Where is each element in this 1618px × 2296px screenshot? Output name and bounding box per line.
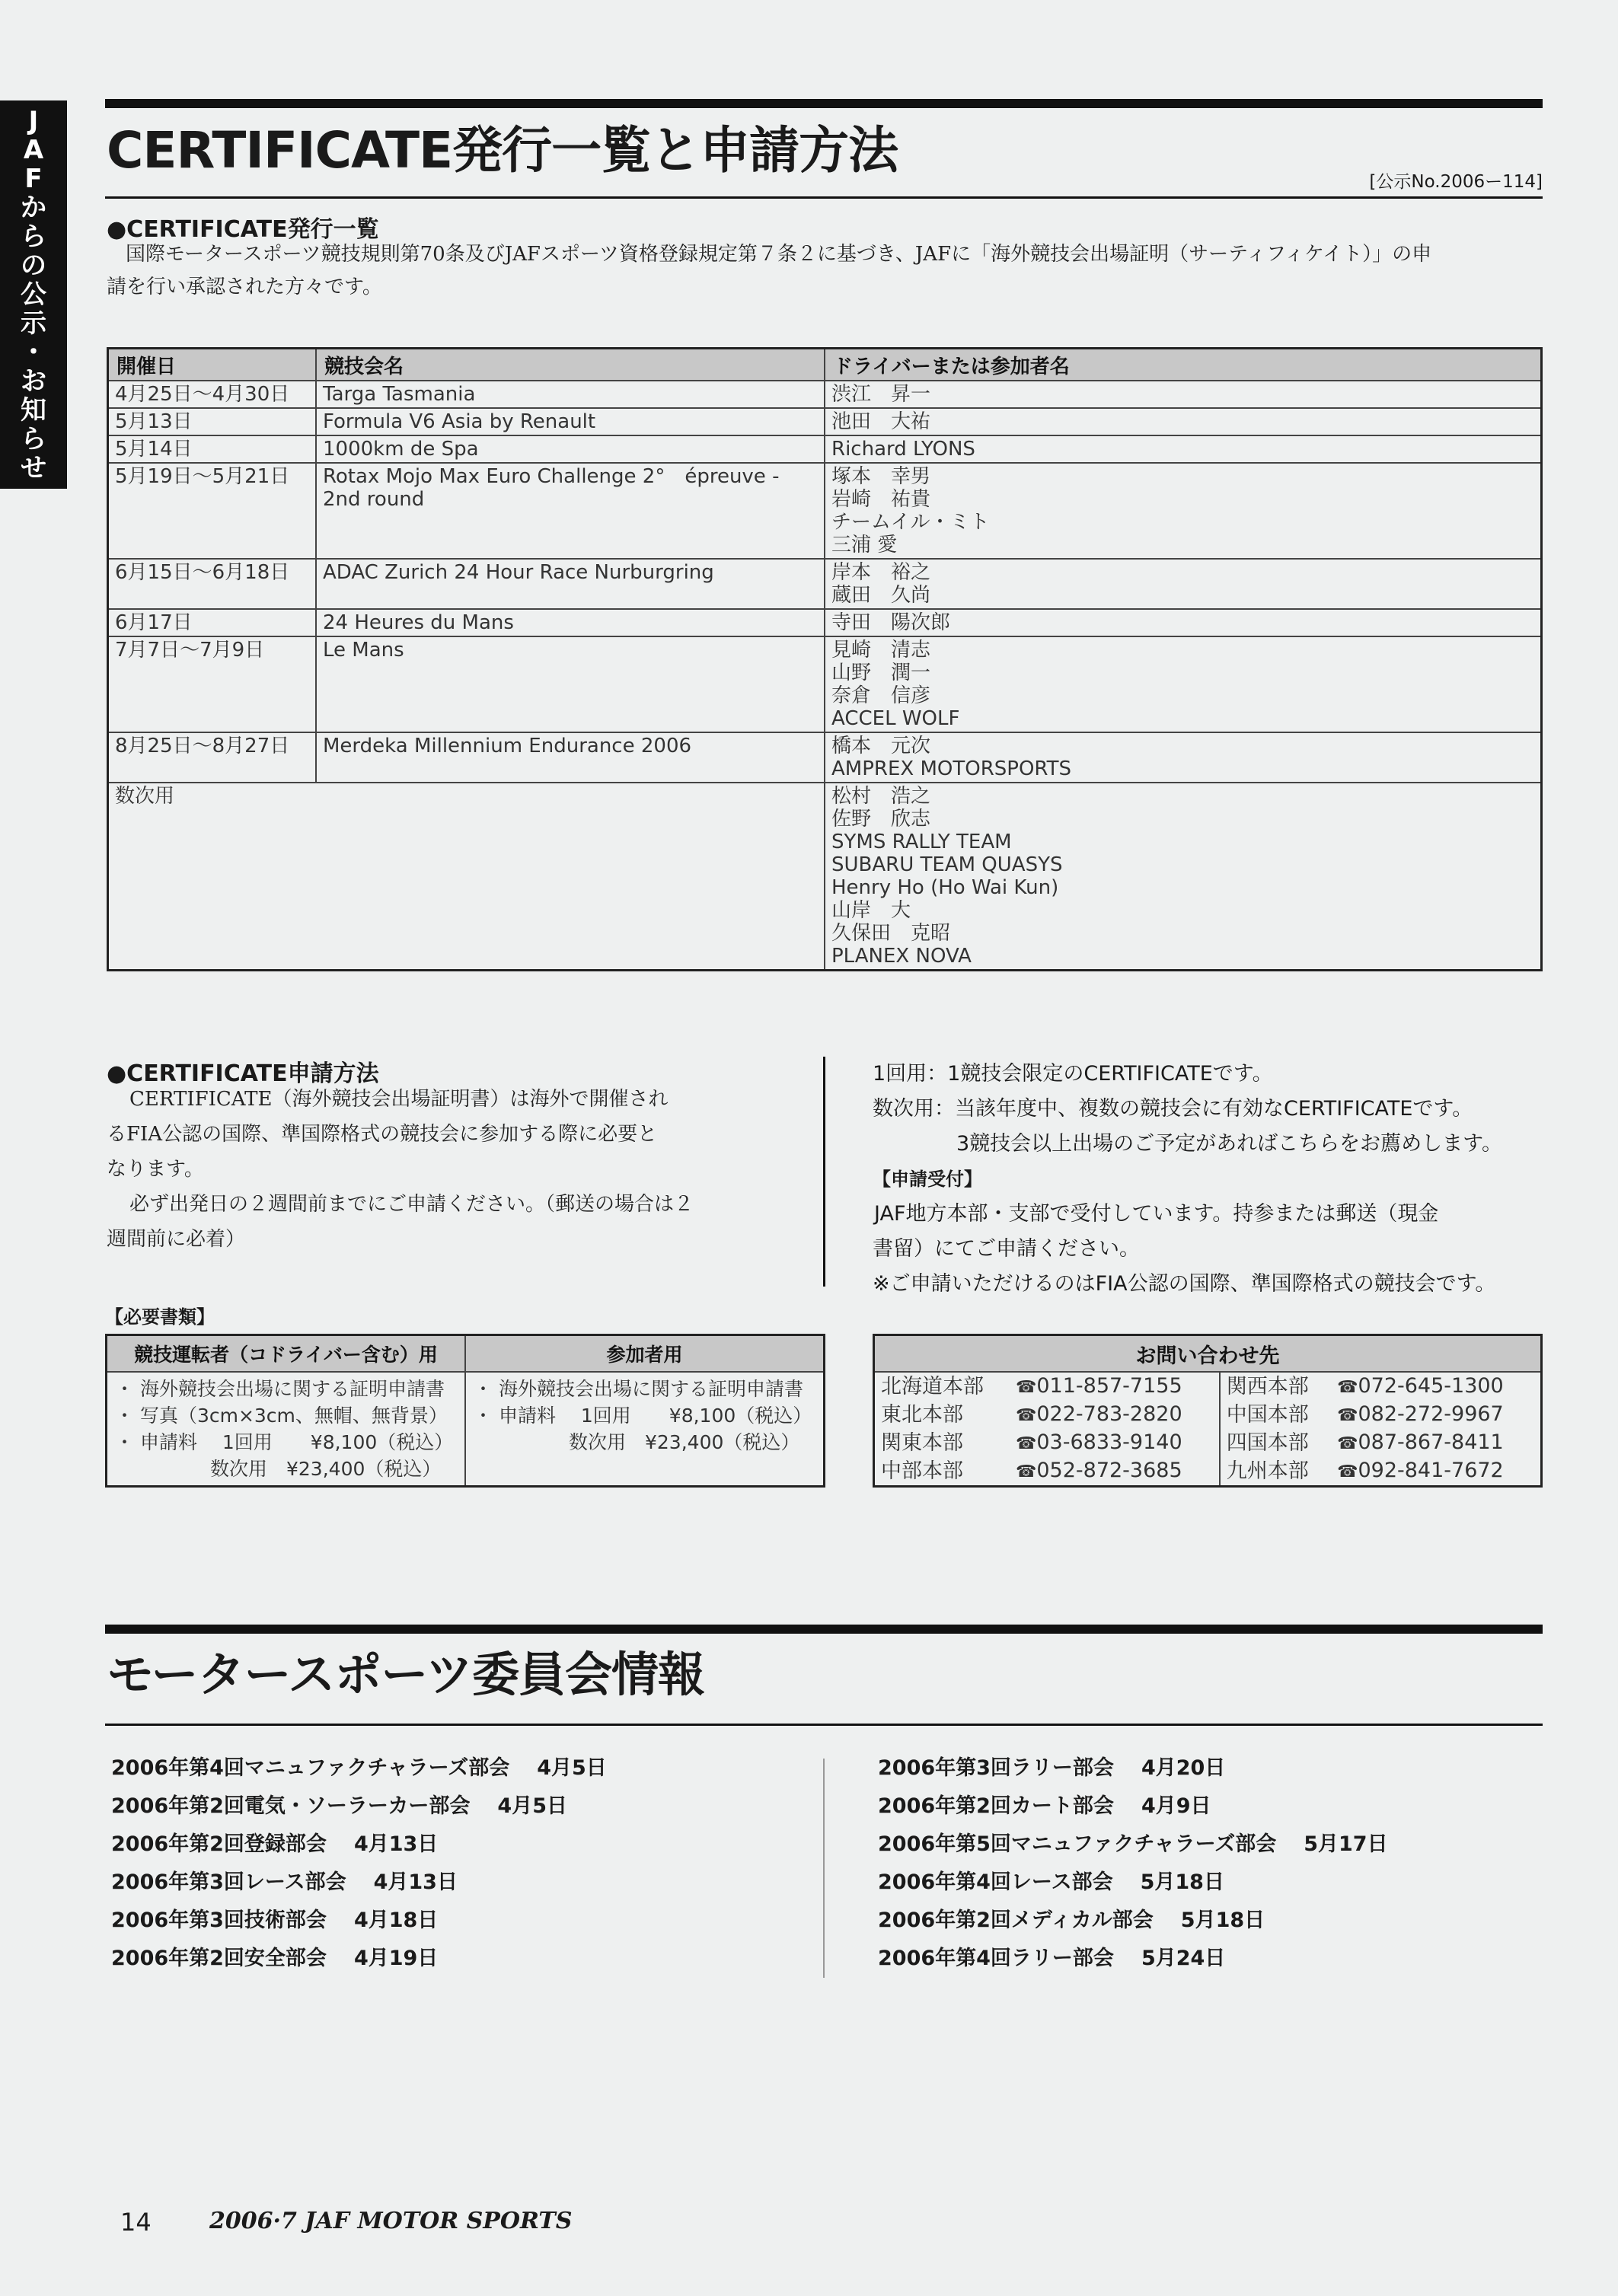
telephone-icon: ☎ (1337, 1462, 1358, 1481)
cell-date: 6月15日～6月18日 (108, 559, 317, 609)
cell-names (825, 609, 1542, 636)
cell-names (825, 732, 1542, 783)
committee-item (111, 1902, 607, 1940)
cell-date: 7月7日～7月9日 (108, 636, 317, 732)
docs-header-driver: 競技運転者（コドライバー含む）用 (107, 1335, 466, 1373)
reception-label: 【申請受付】 (873, 1169, 982, 1190)
cell-names (825, 435, 1542, 463)
participant-name: 佐野 欣志 (831, 808, 931, 831)
telephone-icon: ☎ (1015, 1434, 1037, 1453)
side-tab-char: F (24, 164, 43, 194)
participant-name: Richard LYONS (831, 438, 975, 461)
cell-date: 5月19日～5月21日 (108, 463, 317, 559)
side-tab-char: J (28, 106, 39, 136)
participant-name: 塚本 幸男 (831, 465, 931, 488)
doc-item: ・ 写真（3cm×3cm、無帽、無背景） (115, 1405, 448, 1427)
side-tab-char: A (23, 135, 44, 165)
office-name: 北海道本部 (881, 1375, 984, 1398)
telephone-icon: ☎ (1337, 1434, 1358, 1453)
table-row (108, 609, 1542, 636)
phone-number: 011-857-7155 (1036, 1374, 1182, 1398)
table-row (108, 559, 1542, 609)
office-name: 四国本部 (1226, 1431, 1309, 1455)
phone-number: 022-783-2820 (1036, 1402, 1182, 1426)
apply-heading: ●CERTIFICATE申請方法 (107, 1060, 379, 1087)
office-phone (1331, 1401, 1541, 1429)
committee-name: 2006年第4回レース部会 (878, 1870, 1113, 1894)
table-row (108, 381, 1542, 408)
table-row (108, 435, 1542, 463)
cell-date: 6月17日 (108, 609, 317, 636)
intro-line-2: 請を行い承認された方々です。 (107, 276, 382, 298)
phone-number: 082-272-9967 (1358, 1402, 1504, 1426)
participant-name: 岸本 裕之 (831, 561, 931, 584)
doc-item: ・ 申請料 1回用 ¥8,100（税込） (115, 1431, 454, 1453)
committee-list-left (111, 1749, 607, 1978)
participant-name: 見崎 清志 (831, 639, 931, 662)
participant-name: PLANEX NOVA (831, 945, 972, 968)
committee-underline (105, 1724, 1543, 1726)
committee-date: 4月5日 (537, 1756, 607, 1780)
committee-date: 4月20日 (1141, 1756, 1226, 1780)
phone-number: 092-841-7672 (1358, 1459, 1504, 1482)
side-tab-char: ら (21, 424, 46, 454)
side-tab-char: 公 (21, 279, 46, 310)
required-documents-table (105, 1334, 825, 1488)
cell-names (825, 783, 1542, 971)
office-phone (1331, 1429, 1541, 1457)
committee-name: 2006年第2回安全部会 (111, 1947, 327, 1970)
cell-names (825, 408, 1542, 435)
doc-item: ・ 海外競技会出場に関する証明申請書 (474, 1378, 803, 1400)
side-tab-char: 示 (21, 308, 46, 339)
committee-name: 2006年第3回レース部会 (111, 1870, 346, 1894)
intro-line-1: 国際モータースポーツ競技規則第70条及びJAFスポーツ資格登録規定第７条２に基づき、JAFに「海外競技会出場証明（サーティフィケイト）」の申 (126, 243, 1432, 266)
contact-row (874, 1429, 1542, 1457)
committee-item (111, 1940, 607, 1978)
apply-p2-line-2: 週間前に必着） (107, 1228, 246, 1251)
doc-item: ・ 海外競技会出場に関する証明申請書 (115, 1378, 445, 1400)
cell-multi-label: 数次用 (108, 783, 825, 971)
telephone-icon: ☎ (1015, 1378, 1037, 1397)
committee-rule (105, 1625, 1543, 1634)
committee-item (878, 1826, 1388, 1864)
participant-name: 岩崎 祐貴 (831, 488, 931, 511)
office-name: 九州本部 (1226, 1459, 1309, 1483)
doc-item: ・ 申請料 1回用 ¥8,100（税込） (474, 1405, 812, 1427)
telephone-icon: ☎ (1337, 1378, 1358, 1397)
contact-row (874, 1372, 1542, 1401)
committee-date: 4月18日 (353, 1909, 439, 1932)
side-tab-char: の (21, 250, 46, 281)
committee-item (111, 1749, 607, 1787)
column-divider (823, 1057, 825, 1287)
office-name: 関東本部 (881, 1431, 963, 1455)
participant-name: 渋江 昇一 (831, 383, 931, 406)
committee-name: 2006年第2回メディカル部会 (878, 1909, 1154, 1932)
telephone-icon: ☎ (1015, 1406, 1037, 1425)
phone-number: 052-872-3685 (1036, 1459, 1182, 1482)
participant-name: ACCEL WOLF (831, 707, 960, 730)
cell-event: Rotax Mojo Max Euro Challenge 2° épreuve - 2nd round (316, 463, 825, 559)
list-heading: ●CERTIFICATE発行一覧 (107, 216, 379, 243)
page-number: 14 (120, 2208, 152, 2237)
contact-row (874, 1401, 1542, 1429)
contact-row (874, 1457, 1542, 1487)
committee-item (111, 1826, 607, 1864)
committee-name: 2006年第4回マニュファクチャラーズ部会 (111, 1756, 510, 1780)
participant-name: 蔵田 久尚 (831, 584, 931, 607)
committee-name: 2006年第3回ラリー部会 (878, 1756, 1114, 1780)
side-tab-char: ・ (21, 337, 46, 368)
table-row (108, 732, 1542, 783)
top-rule (105, 99, 1543, 108)
cell-names (825, 463, 1542, 559)
header-event: 競技会名 (316, 349, 825, 381)
office-name: 中国本部 (1226, 1403, 1309, 1427)
phone-number: 072-645-1300 (1358, 1374, 1504, 1398)
apply-p1-line-3: なります。 (107, 1158, 204, 1181)
cell-event: Merdeka Millennium Endurance 2006 (316, 732, 825, 783)
contact-header: お問い合わせ先 (874, 1335, 1542, 1373)
docs-header-entrant: 参加者用 (465, 1335, 825, 1373)
table-row-multi (108, 783, 1542, 971)
office-phone (1331, 1372, 1541, 1401)
office-name: 東北本部 (881, 1403, 963, 1427)
participant-name: 山野 潤一 (831, 662, 931, 684)
participant-name: 池田 大祐 (831, 410, 931, 433)
reception-line-2: 書留）にてご申請ください。 (873, 1237, 1140, 1261)
side-tab-char: せ (21, 453, 46, 483)
telephone-icon: ☎ (1015, 1462, 1037, 1481)
committee-item (111, 1864, 607, 1902)
header-names: ドライバーまたは参加者名 (825, 349, 1542, 381)
cell-event: Formula V6 Asia by Renault (316, 408, 825, 435)
docs-label: 【必要書類】 (105, 1306, 215, 1328)
participant-name: SUBARU TEAM QUASYS (831, 853, 1063, 876)
participant-name: Henry Ho (Ho Wai Kun) (831, 876, 1059, 899)
phone-number: 087-867-8411 (1358, 1430, 1504, 1454)
office-phone (1010, 1372, 1220, 1401)
docs-entrant-list (465, 1372, 825, 1487)
usage-single: 1回用：1競技会限定のCERTIFICATEです。 (873, 1062, 1273, 1086)
office-phone (1331, 1457, 1541, 1487)
committee-divider (823, 1759, 825, 1978)
side-tab-char: か (21, 193, 46, 223)
committee-item (878, 1749, 1388, 1787)
cell-date: 5月13日 (108, 408, 317, 435)
cell-date: 4月25日～4月30日 (108, 381, 317, 408)
cell-event: 1000km de Spa (316, 435, 825, 463)
participant-name: 山岸 大 (831, 899, 911, 922)
office-phone (1010, 1457, 1220, 1487)
committee-name: 2006年第3回技術部会 (111, 1909, 327, 1932)
committee-name: 2006年第2回登録部会 (111, 1832, 327, 1856)
phone-number: 03-6833-9140 (1036, 1430, 1182, 1454)
table-row (108, 463, 1542, 559)
committee-date: 4月5日 (497, 1794, 567, 1818)
cell-event: Le Mans (316, 636, 825, 732)
side-tab-char: ら (21, 222, 46, 252)
committee-date: 4月19日 (353, 1947, 439, 1970)
participant-name: 奈倉 信彦 (831, 684, 931, 707)
cell-names (825, 381, 1542, 408)
committee-name: 2006年第4回ラリー部会 (878, 1947, 1114, 1970)
committee-date: 4月13日 (353, 1832, 439, 1856)
committee-name: 2006年第5回マニュファクチャラーズ部会 (878, 1832, 1277, 1856)
committee-date: 5月24日 (1141, 1947, 1226, 1970)
usage-notes (873, 1057, 1502, 1302)
telephone-icon: ☎ (1337, 1406, 1358, 1425)
certificate-title: CERTIFICATE発行一覧と申請方法 (107, 121, 898, 180)
committee-title: モータースポーツ委員会情報 (107, 1647, 704, 1702)
committee-item (111, 1787, 607, 1826)
certificate-table (107, 347, 1543, 971)
committee-date: 5月17日 (1304, 1832, 1388, 1856)
docs-driver-list (107, 1372, 466, 1487)
committee-list-right (878, 1749, 1388, 1978)
participant-name: AMPREX MOTORSPORTS (831, 757, 1071, 780)
usage-multi: 数次用：当該年度中、複数の競技会に有効なCERTIFICATEです。 (873, 1097, 1473, 1121)
participant-name: SYMS RALLY TEAM (831, 831, 1012, 853)
side-tab-char: 知 (21, 395, 46, 426)
participant-name: 寺田 陽次郎 (831, 611, 951, 634)
magazine-title: 2006·7 JAF MOTOR SPORTS (209, 2208, 573, 2234)
table-row (108, 636, 1542, 732)
title-underline (105, 196, 1543, 199)
participant-name: 松村 浩之 (831, 785, 931, 808)
committee-item (878, 1902, 1388, 1940)
cell-event: Targa Tasmania (316, 381, 825, 408)
apply-p2-line-1: 必ず出発日の２週間前までにご申請ください。（郵送の場合は２ (129, 1193, 694, 1216)
reception-line-3: ※ご申請いただけるのはFIA公認の国際、準国際格式の競技会です。 (873, 1272, 1496, 1296)
office-name: 中部本部 (881, 1459, 963, 1483)
committee-name: 2006年第2回カート部会 (878, 1794, 1114, 1818)
cell-names (825, 559, 1542, 609)
contact-table (873, 1334, 1543, 1488)
doc-item: 数次用 ¥23,400（税込） (115, 1458, 442, 1480)
committee-item (878, 1864, 1388, 1902)
participant-name: 三浦 愛 (831, 534, 898, 556)
section-side-tab (0, 100, 67, 489)
side-tab-char: お (21, 366, 46, 397)
cell-names (825, 636, 1542, 732)
cell-date: 5月14日 (108, 435, 317, 463)
committee-date: 4月9日 (1141, 1794, 1211, 1818)
doc-item: 数次用 ¥23,400（税込） (474, 1431, 800, 1453)
office-phone (1010, 1401, 1220, 1429)
header-date: 開催日 (108, 349, 317, 381)
committee-date: 5月18日 (1180, 1909, 1265, 1932)
table-row (108, 408, 1542, 435)
reception-line-1: JAF地方本部・支部で受付しています。持参または郵送（現金 (874, 1202, 1439, 1226)
participant-name: チームイル・ミト (831, 511, 990, 534)
committee-name: 2006年第2回電気・ソーラーカー部会 (111, 1794, 471, 1818)
committee-date: 4月13日 (373, 1870, 458, 1894)
office-name: 関西本部 (1226, 1375, 1309, 1398)
usage-recommend: 3競技会以上出場のご予定があればこちらをお薦めします。 (956, 1132, 1503, 1156)
apply-p1-line-1: CERTIFICATE（海外競技会出場証明書）は海外で開催され (129, 1088, 669, 1111)
committee-item (878, 1787, 1388, 1826)
office-phone (1010, 1429, 1220, 1457)
apply-p1-line-2: るFIA公認の国際、準国際格式の競技会に参加する際に必要と (107, 1123, 658, 1146)
cell-event: ADAC Zurich 24 Hour Race Nurburgring (316, 559, 825, 609)
cell-date: 8月25日～8月27日 (108, 732, 317, 783)
participant-name: 久保田 克昭 (831, 922, 951, 945)
committee-item (878, 1940, 1388, 1978)
cell-event: 24 Heures du Mans (316, 609, 825, 636)
committee-date: 5月18日 (1140, 1870, 1224, 1894)
notice-number: [公示No.2006ー114] (1369, 172, 1543, 192)
participant-name: 橋本 元次 (831, 735, 931, 757)
